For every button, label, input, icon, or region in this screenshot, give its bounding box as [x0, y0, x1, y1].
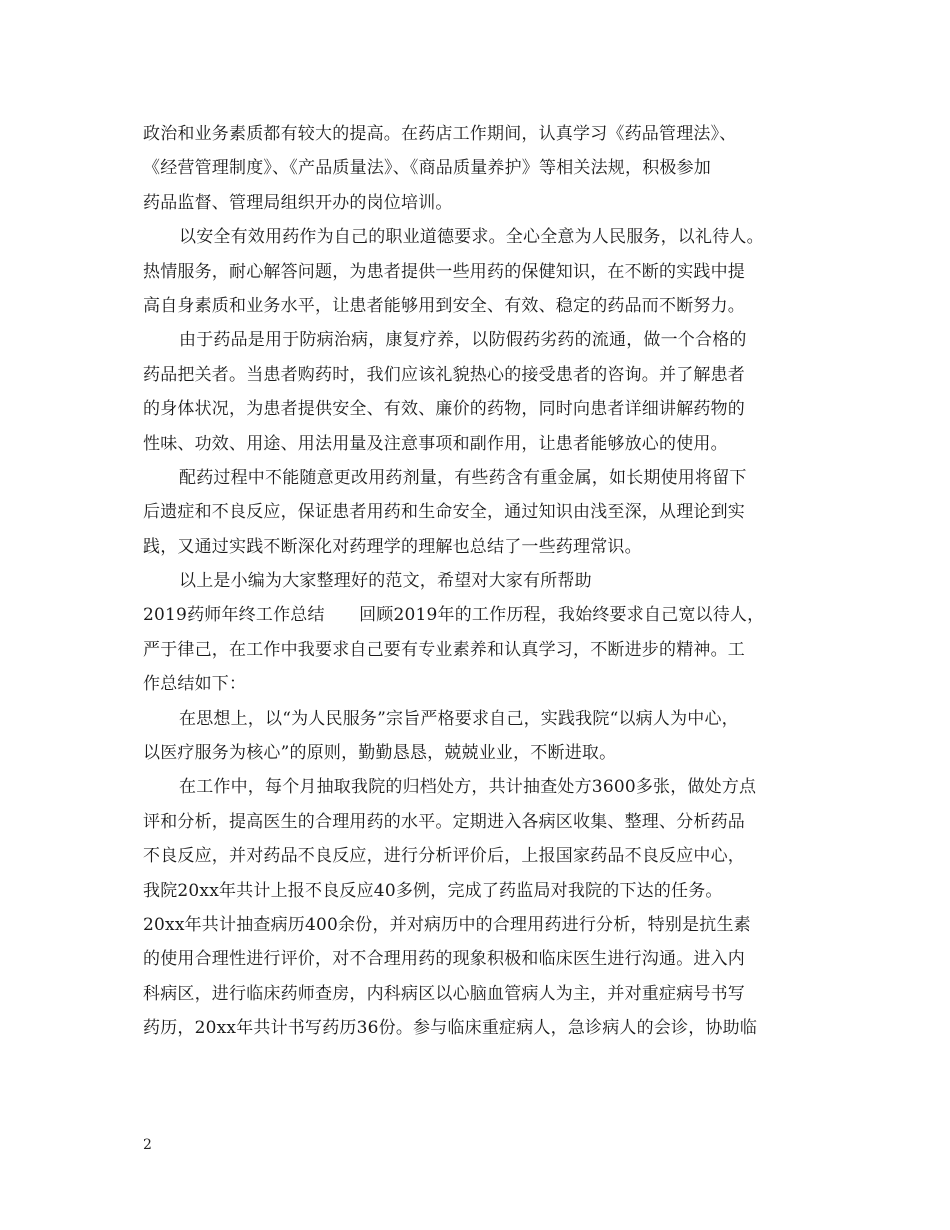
text-line: 在思想上，以“为人民服务”宗旨严格要求自己，实践我院“以病人为中心， [179, 708, 739, 729]
text-line: 严于律己，在工作中我要求自己要有专业素养和认真学习，不断进步的精神。工 [143, 639, 745, 660]
text-line: 20xx年共计抽查病历400余份，并对病历中的合理用药进行分析，特别是抗生素 [143, 914, 751, 935]
text-line: 在工作中，每个月抽取我院的归档处方，共计抽查处方3600多张，做处方点 [179, 777, 757, 798]
text-line: 后遗症和不良反应，保证患者用药和生命安全，通过知识由浅至深，从理论到实 [143, 502, 745, 523]
text-line: 以安全有效用药作为自己的职业道德要求。全心全意为人民服务，以礼待人。 [179, 227, 764, 248]
text-line: 以医疗服务为核心”的原则，勤勤恳恳，兢兢业业，不断进取。 [143, 743, 617, 764]
text-line: 评和分析，提高医生的合理用药的水平。定期进入各病区收集、整理、分析药品 [143, 811, 745, 832]
text-line: 由于药品是用于防病治病，康复疗养，以防假药劣药的流通，做一个合格的 [179, 330, 747, 351]
text-line: 我院20xx年共计上报不良反应40多例，完成了药监局对我院的下达的任务。 [143, 880, 723, 901]
text-line: 作总结如下： [143, 674, 247, 695]
text-line: 《经营管理制度》、《产品质量法》、《商品质量养护》等相关法规，积极参加 [143, 158, 711, 179]
text-line: 药品监督、管理局组织开办的岗位培训。 [143, 192, 453, 213]
text-line: 2019药师年终工作总结 回顾2019年的工作历程，我始终要求自己宽以待人， [143, 605, 765, 626]
text-line: 热情服务，耐心解答问题，为患者提供一些用药的保健知识，在不断的实践中提 [143, 261, 745, 282]
text-line: 药品把关者。当患者购药时，我们应该礼貌热心的接受患者的咨询。并了解患者 [143, 364, 745, 385]
text-line: 性味、功效、用途、用法用量及注意事项和副作用，让患者能够放心的使用。 [143, 433, 728, 454]
text-line: 不良反应，并对药品不良反应，进行分析评价后，上报国家药品不良反应中心， [143, 846, 745, 867]
text-line: 政治和业务素质都有较大的提高。在药店工作期间，认真学习《药品管理法》、 [143, 124, 737, 144]
page-number: 2 [143, 1137, 152, 1153]
text-line: 科病区，进行临床药师查房，内科病区以心脑血管病人为主，并对重症病号书写 [143, 983, 745, 1004]
body-text [143, 117, 813, 1046]
text-line: 高自身素质和业务水平，让患者能够用到安全、有效、稳定的药品而不断努力。 [143, 295, 745, 316]
text-line: 的身体状况，为患者提供安全、有效、廉价的药物，同时向患者详细讲解药物的 [143, 399, 745, 420]
text-line: 的使用合理性进行评价，对不合理用药的现象积极和临床医生进行沟通。进入内 [143, 949, 745, 970]
text-line: 配药过程中不能随意更改用药剂量，有些药含有重金属，如长期使用将留下 [179, 467, 747, 488]
text-line: 以上是小编为大家整理好的范文，希望对大家有所帮助 [179, 571, 592, 592]
text-line: 践，又通过实践不断深化对药理学的理解也总结了一些药理常识。 [143, 536, 642, 557]
text-line: 药历，20xx年共计书写药历36份。参与临床重症病人，急诊病人的会诊，协助临 [143, 1018, 758, 1039]
